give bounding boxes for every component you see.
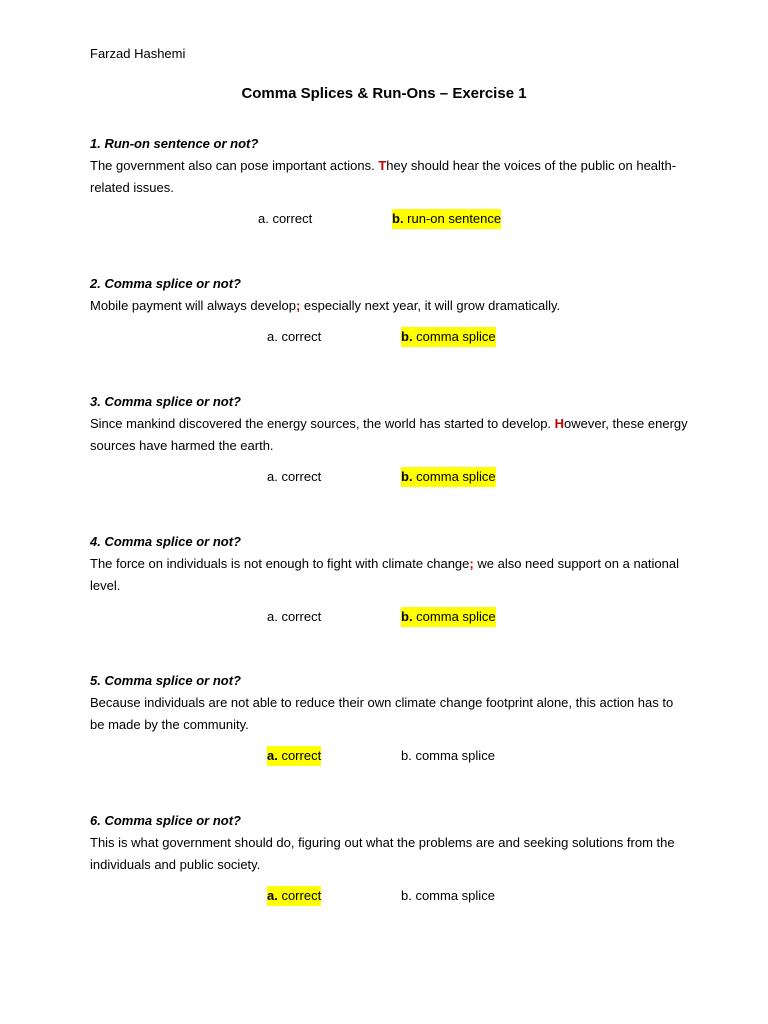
answer-options xyxy=(90,327,690,349)
option-b-selected[interactable] xyxy=(401,607,496,627)
option-a-selected[interactable] xyxy=(267,886,321,906)
answer-options xyxy=(90,467,690,489)
question-text xyxy=(90,553,690,597)
option-label: comma splice xyxy=(412,329,496,344)
question-4 xyxy=(90,531,690,629)
question-heading: 6. Comma splice or not? xyxy=(90,813,241,828)
option-b[interactable]: b. comma splice xyxy=(401,748,495,763)
question-text xyxy=(90,295,690,317)
error-mark: H xyxy=(554,416,565,431)
option-letter: a. xyxy=(267,748,278,763)
text-part: hey should hear the voices of the public on health-related issues. xyxy=(90,158,677,195)
text-part: Mobile payment will always develop xyxy=(90,298,296,313)
question-1 xyxy=(90,133,690,231)
question-text: Because individuals are not able to reduce their own climate change footprint alone, this action has to be made by the community. xyxy=(90,695,674,732)
text-part: The force on individuals is not enough to fight with climate change xyxy=(90,556,470,571)
option-letter: b. xyxy=(401,329,413,344)
option-a[interactable]: a. correct xyxy=(267,469,322,484)
option-label: correct xyxy=(277,748,322,763)
text-part: we also need support on a national level. xyxy=(90,556,680,593)
answer-options xyxy=(90,886,690,908)
option-letter: b. xyxy=(401,609,413,624)
question-text xyxy=(90,413,690,457)
option-label: comma splice xyxy=(412,469,496,484)
question-heading: 4. Comma splice or not? xyxy=(90,534,241,549)
option-letter: b. xyxy=(401,469,413,484)
option-b-selected[interactable] xyxy=(401,467,496,487)
text-part: especially next year, it will grow dramatically. xyxy=(300,298,561,313)
option-a[interactable]: a. correct xyxy=(267,329,322,344)
answer-options xyxy=(90,607,690,629)
text-part: Since mankind discovered the energy sources, the world has started to develop. xyxy=(90,416,555,431)
answer-options xyxy=(90,746,690,768)
question-heading: 1. Run-on sentence or not? xyxy=(90,136,259,151)
error-mark: ; xyxy=(469,556,474,571)
question-heading: 2. Comma splice or not? xyxy=(90,276,241,291)
option-a[interactable]: a. correct xyxy=(258,211,313,226)
question-text: This is what government should do, figuring out what the problems are and seeking solutions from the individuals and public society. xyxy=(90,835,675,872)
option-label: run-on sentence xyxy=(403,211,502,226)
option-b[interactable]: b. comma splice xyxy=(401,888,495,903)
option-label: comma splice xyxy=(412,609,496,624)
question-5 xyxy=(90,670,690,768)
option-letter: b. xyxy=(392,211,404,226)
question-heading: 3. Comma splice or not? xyxy=(90,394,241,409)
option-label: correct xyxy=(277,888,322,903)
option-letter: a. xyxy=(267,888,278,903)
text-part: owever, these energy sources have harmed the earth. xyxy=(90,416,688,453)
error-mark: T xyxy=(378,158,387,173)
option-b-selected[interactable] xyxy=(401,327,496,347)
text-part: The government also can pose important actions. xyxy=(90,158,379,173)
author-name: Farzad Hashemi xyxy=(90,46,186,61)
question-3 xyxy=(90,391,690,489)
question-6 xyxy=(90,810,690,908)
option-b-selected[interactable] xyxy=(392,209,501,229)
error-mark: ; xyxy=(295,298,301,313)
option-a[interactable]: a. correct xyxy=(267,609,322,624)
question-2 xyxy=(90,273,690,349)
option-a-selected[interactable] xyxy=(267,746,321,766)
page-title: Comma Splices & Run-Ons – Exercise 1 xyxy=(241,85,527,102)
question-text xyxy=(90,155,690,199)
question-heading: 5. Comma splice or not? xyxy=(90,673,241,688)
answer-options xyxy=(90,209,690,231)
